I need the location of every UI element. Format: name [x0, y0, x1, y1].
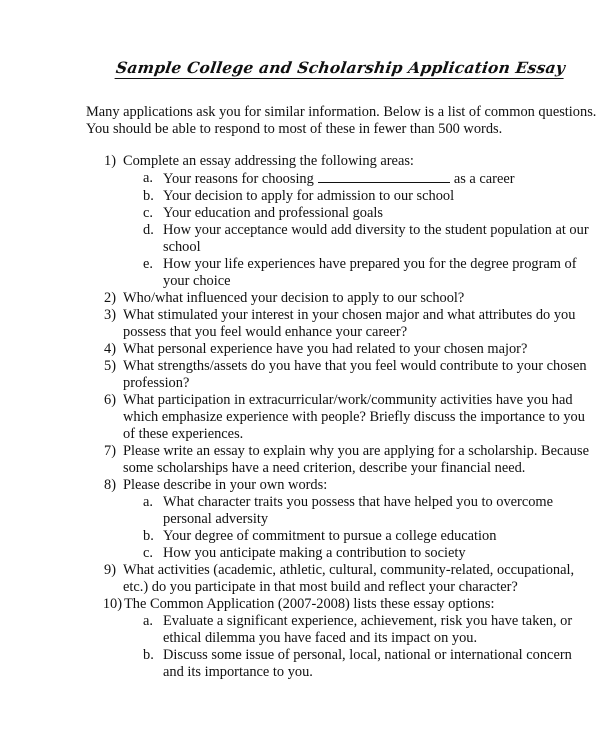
question-2	[0, 290, 600, 307]
question-text: What activities (academic, athletic, cultural, community-related, occupational,	[123, 562, 575, 578]
question-text: of these experiences.	[123, 426, 244, 442]
question-text: etc.) do you participate in that most build and reflect your character?	[123, 579, 518, 595]
question-number: 7)	[104, 443, 116, 459]
subitem-letter: d.	[143, 222, 154, 238]
question-10	[0, 596, 600, 613]
subitem-text: Your degree of commitment to pursue a college education	[163, 528, 497, 544]
question-text: Complete an essay addressing the following areas:	[123, 153, 414, 169]
question-number: 5)	[104, 358, 116, 374]
question-number: 6)	[104, 392, 116, 408]
question-text: possess that you feel would enhance your career?	[123, 324, 408, 340]
subitem-letter: a.	[143, 613, 153, 629]
subitem-text: Your decision to apply for admission to our school	[163, 188, 455, 204]
document-title: Sample College and Scholarship Application Essay	[114, 58, 567, 77]
question-3	[0, 307, 600, 341]
question-text: profession?	[123, 375, 190, 391]
subitem-letter: b.	[143, 647, 154, 663]
intro-line: Many applications ask you for similar information. Below is a list of common questions.	[86, 104, 597, 120]
question-text: which emphasize experience with people? Briefly discuss the importance to you	[123, 409, 585, 425]
subitem-letter: b.	[143, 528, 154, 544]
subitem-letter: e.	[143, 256, 153, 272]
subitem-text: ethical dilemma you have faced and its impact on you.	[163, 630, 478, 646]
intro-paragraph	[86, 104, 597, 138]
subitem-1a	[0, 170, 600, 188]
subitem-letter: c.	[143, 545, 153, 561]
fill-in-blank	[318, 170, 450, 183]
question-number: 4)	[104, 341, 116, 357]
question-number: 2)	[104, 290, 116, 306]
intro-line: You should be able to respond to most of these in fewer than 500 words.	[86, 121, 503, 137]
subitem-1c	[0, 205, 600, 222]
subitem-text: What character traits you possess that have helped you to overcome	[163, 494, 554, 510]
question-text: The Common Application (2007-2008) lists these essay options:	[124, 596, 495, 612]
question-number: 8)	[104, 477, 116, 493]
subitem-8b	[0, 528, 600, 545]
subitem-letter: b.	[143, 188, 154, 204]
question-text: Please write an essay to explain why you are applying for a scholarship. Because	[123, 443, 589, 459]
question-number: 1)	[104, 153, 116, 169]
question-1	[0, 153, 600, 170]
question-4	[0, 341, 600, 358]
question-text: some scholarships have a need criterion, describe your financial need.	[123, 460, 526, 476]
subitem-text: How you anticipate making a contribution to society	[163, 545, 466, 561]
subitem-8c	[0, 545, 600, 562]
subitem-letter: a.	[143, 170, 153, 186]
subitem-10a	[0, 613, 600, 647]
question-number: 9)	[104, 562, 116, 578]
subitem-letter: a.	[143, 494, 153, 510]
question-7	[0, 443, 600, 477]
subitem-10b	[0, 647, 600, 681]
question-6	[0, 392, 600, 443]
subitem-text-after-blank: as a career	[453, 171, 515, 187]
subitem-1d	[0, 222, 600, 256]
subitem-1b	[0, 188, 600, 205]
question-number: 3)	[104, 307, 116, 323]
question-text: Please describe in your own words:	[123, 477, 328, 493]
subitem-text: personal adversity	[163, 511, 269, 527]
question-text: What stimulated your interest in your chosen major and what attributes do you	[123, 307, 576, 323]
subitem-text: your choice	[163, 273, 231, 289]
subitem-text: Your education and professional goals	[163, 205, 383, 221]
question-list	[0, 153, 600, 681]
subitem-text: Discuss some issue of personal, local, national or international concern	[163, 647, 572, 663]
subitem-1e	[0, 256, 600, 290]
question-8	[0, 477, 600, 494]
subitem-text: How your life experiences have prepared you for the degree program of	[163, 256, 577, 272]
subitem-text: Evaluate a significant experience, achievement, risk you have taken, or	[163, 613, 573, 629]
subitem-8a	[0, 494, 600, 528]
question-text: Who/what influenced your decision to apply to our school?	[123, 290, 465, 306]
subitem-text: and its importance to you.	[163, 664, 313, 680]
subitem-text: How your acceptance would add diversity to the student population at our	[163, 222, 589, 238]
question-text: What strengths/assets do you have that you feel would contribute to your chosen	[123, 358, 587, 374]
question-text: What personal experience have you had related to your chosen major?	[123, 341, 528, 357]
subitem-text: school	[163, 239, 201, 255]
question-9	[0, 562, 600, 596]
question-text: What participation in extracurricular/work/community activities have you had	[123, 392, 573, 408]
subitem-letter: c.	[143, 205, 153, 221]
subitem-text: Your reasons for choosing	[163, 171, 314, 187]
question-5	[0, 358, 600, 392]
question-number: 10)	[102, 596, 122, 612]
